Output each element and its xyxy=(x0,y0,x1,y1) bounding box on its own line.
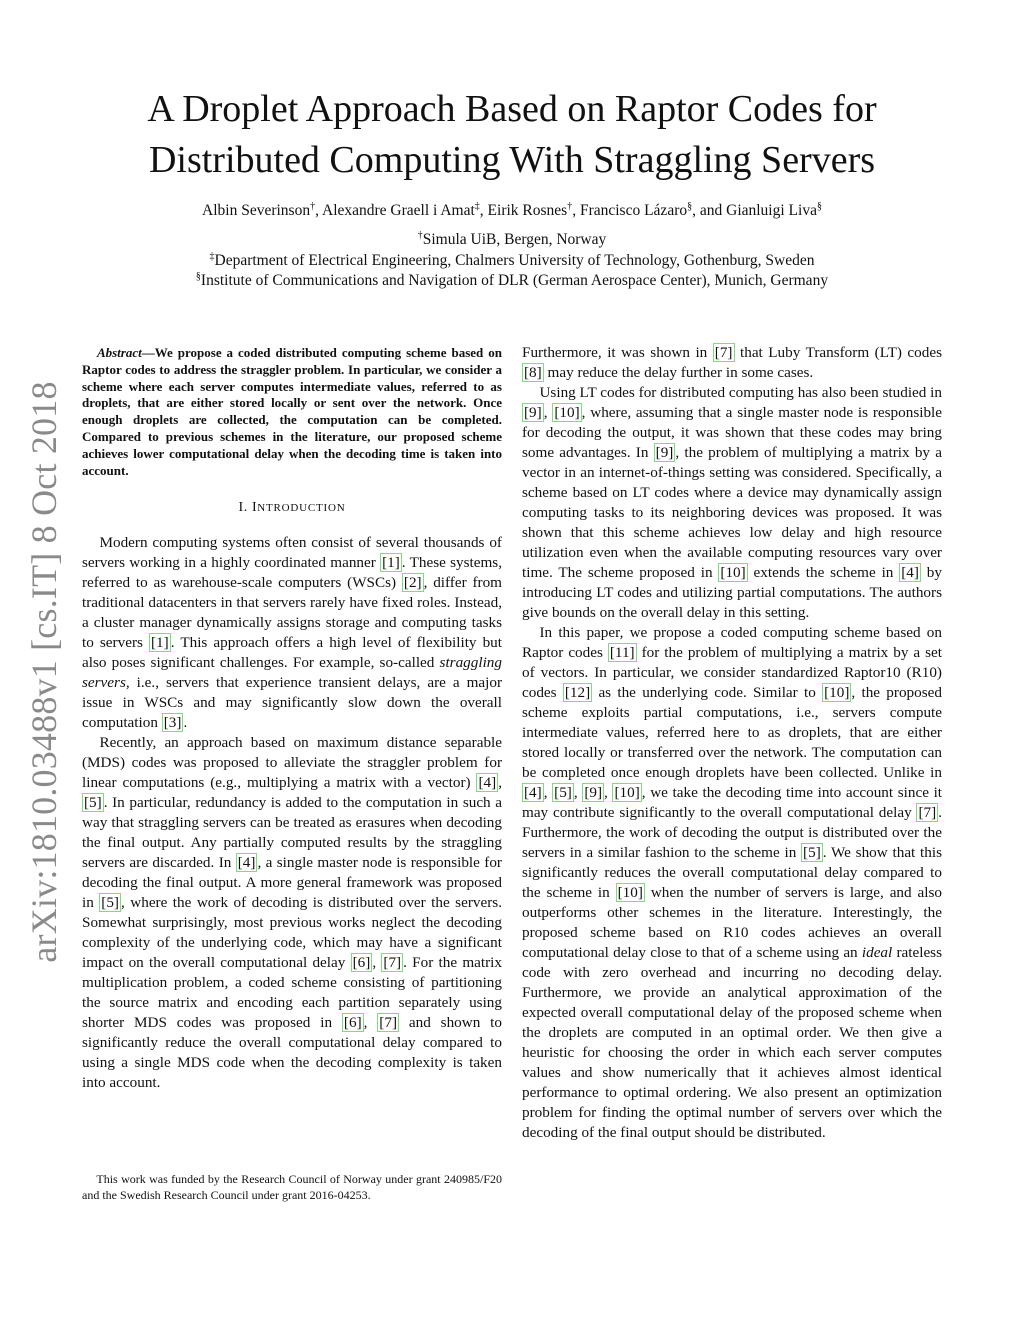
citation-link[interactable]: [4] xyxy=(901,564,919,581)
author-sep: , xyxy=(572,202,580,219)
author-list xyxy=(60,201,964,221)
text-run: rateless code with zero overhead and incurring no decoding delay. Furthermore, we provide an analytical approximation of the expected overall computational delay of the proposed scheme when the droplets are computed in an optimal order. We then give a heuristic for choosing the order in which each server computes values and show numerically that it achieves almost identical performance to optimal ordering. We also present an optimization problem for finding the optimal number of servers over which the decoding of the final output should be distributed. xyxy=(522,944,943,1141)
citation-link[interactable]: [4] xyxy=(478,774,497,792)
citation-link[interactable]: [7] xyxy=(379,1014,398,1032)
emphasis: straggling servers xyxy=(82,654,502,692)
intro-paragraph-4 xyxy=(522,383,942,623)
intro-paragraph-3 xyxy=(522,343,942,383)
citation-link[interactable]: [8] xyxy=(524,364,542,381)
author-mark: † xyxy=(567,200,573,212)
affiliation xyxy=(60,271,964,292)
section-heading-introduction xyxy=(82,498,502,518)
citation-link[interactable]: [11] xyxy=(609,644,635,661)
text-run: for the problem of multiplying a matrix by a set of vectors. In particular, we consider standardized Raptor10 (R10) codes xyxy=(522,644,942,701)
citation-link[interactable]: [6] xyxy=(352,954,371,972)
text-run: Using LT codes for distributed computing has also been studied in xyxy=(539,384,942,401)
arxiv-identifier-text: arXiv:1810.03488v1 [cs.IT] 8 Oct 2018 xyxy=(24,381,64,963)
affiliation-mark: ‡ xyxy=(209,250,215,262)
text-run: Furthermore, it was shown in xyxy=(522,344,713,361)
arxiv-identifier xyxy=(14,382,74,962)
citation-link[interactable]: [9] xyxy=(655,444,674,461)
text-run: . In particular, redundancy is added to the computation in such a way that straggling servers can be treated as erasures when decoding the final output. Any partially computed results by the straggling servers are discarded. In xyxy=(82,794,502,872)
citation-link[interactable]: [10] xyxy=(617,884,643,901)
citation-link[interactable]: [10] xyxy=(824,684,850,701)
text-run: , the problem of multiplying a matrix by a vector in an internet-of-things setting was considered. Specifically, a scheme based on LT codes where a device may dynamically assign computing tasks to its neighboring devices was proposed. It was shown that this scheme achieves low delay and high resource utilization even when the available computing resources vary over time. The scheme proposed in xyxy=(522,444,942,581)
citation-link[interactable]: [7] xyxy=(918,804,937,821)
text-run: extends the scheme in xyxy=(747,564,900,581)
citation-link[interactable]: [12] xyxy=(564,684,591,701)
author-sep: , xyxy=(315,202,322,219)
text-run: . For the matrix multiplication problem, a coded scheme consisting of partitioning the source matrix and encoding each partition separately using shorter MDS codes was proposed in xyxy=(82,954,502,1032)
text-run: . This approach offers a high level of flexibility but also poses significant challenges. For example, so-called xyxy=(82,634,502,672)
citation-link[interactable]: [7] xyxy=(383,954,402,972)
citation-link[interactable]: [6] xyxy=(343,1014,362,1032)
citation-link[interactable]: [3] xyxy=(163,714,182,732)
intro-paragraph-1 xyxy=(82,533,502,733)
text-run: , xyxy=(372,954,382,972)
affiliation xyxy=(60,230,964,251)
author: Eirik Rosnes xyxy=(487,202,568,219)
text-run: . Furthermore, the work of decoding the output is distributed over the servers in a similar fashion to the scheme in xyxy=(522,804,942,861)
text-run: , we take the decoding time into account since it may contribute significantly to the overall computational delay xyxy=(522,784,943,821)
citation-link[interactable]: [9] xyxy=(584,784,603,801)
text-run: by introducing LT codes and utilizing partial computations. The authors give bounds on the overall delay in this setting. xyxy=(522,564,942,621)
section-number: I. xyxy=(238,500,248,516)
affiliation-mark: † xyxy=(417,229,423,241)
abstract-label: Abstract xyxy=(96,345,142,360)
citation-link[interactable]: [5] xyxy=(554,784,572,801)
citation-link[interactable]: [10] xyxy=(614,784,640,801)
citation-link[interactable]: [9] xyxy=(524,404,542,421)
text-run: , i.e., servers that experience transient delays, are a major issue in WSCs and may significantly slow down the overall computation xyxy=(82,674,502,732)
citation-link[interactable]: [10] xyxy=(720,564,746,581)
text-run: . These systems, referred to as warehouse-scale computers (WSCs) xyxy=(82,554,503,592)
citation-link[interactable]: [5] xyxy=(803,844,821,861)
citation-link[interactable]: [5] xyxy=(84,794,102,812)
text-run: Modern computing systems often consist of several thousands of servers working in a highly coordinated manner xyxy=(82,534,502,572)
citation-link[interactable]: [2] xyxy=(403,574,422,592)
author: Albin Severinson xyxy=(202,202,311,219)
text-run: that Luby Transform (LT) codes xyxy=(734,344,943,361)
text-run: , the proposed scheme exploits partial computations, i.e., servers compute intermediate values, referred here to as droplets, that are either stored locally or transferred over the network. The computation can be completed once enough droplets have been collected. Unlike in xyxy=(522,684,942,781)
affiliation-text: Simula UiB, Bergen, Norway xyxy=(422,231,607,248)
text-run: , xyxy=(573,784,583,801)
text-run: as the underlying code. Similar to xyxy=(592,684,823,701)
author: Alexandre Graell i Amat xyxy=(322,202,475,219)
text-run: may reduce the delay further in some cases. xyxy=(543,364,814,381)
text-run: , differ from traditional datacenters in that servers rarely have fixed roles. Instead, a cluster manager dynamically assigns storage and computing tasks to servers xyxy=(82,574,502,652)
citation-link[interactable]: [7] xyxy=(714,344,733,361)
text-run: , xyxy=(363,1014,378,1032)
funding-footnote: This work was funded by the Research Council of Norway under grant 240985/F20 and the Swedish Research Council under grant 2016-04253. xyxy=(82,1172,502,1202)
emphasis: ideal xyxy=(861,944,893,961)
text-run: . We show that this significantly reduces the overall computational delay compared to the scheme in xyxy=(522,844,942,901)
text-run: and shown to significantly reduce the overall computational delay compared to using a single MDS code when the decoding complexity is taken into account. xyxy=(82,1014,502,1092)
author-sep: , and xyxy=(692,202,727,219)
affiliation xyxy=(60,251,964,272)
author: Gianluigi Liva xyxy=(726,202,817,219)
text-run: , xyxy=(543,404,553,421)
right-column xyxy=(522,343,942,1143)
author-mark: † xyxy=(310,200,316,212)
affiliation-text: Institute of Communications and Navigation of DLR (German Aerospace Center), Munich, Germany xyxy=(200,272,829,289)
text-run: , where the work of decoding is distributed over the servers. Somewhat surprisingly, most previous works neglect the decoding complexity of the underlying code, which may have a significant impact on the overall computational delay xyxy=(82,894,502,972)
affiliations xyxy=(60,230,964,292)
author-mark: ‡ xyxy=(474,200,480,212)
section-title-rest: NTRODUCTION xyxy=(257,502,346,515)
citation-link[interactable]: [4] xyxy=(237,854,256,872)
author-sep: , xyxy=(479,202,488,219)
intro-paragraph-2 xyxy=(82,733,502,1093)
text-run: . xyxy=(183,714,188,732)
citation-link[interactable]: [1] xyxy=(151,634,169,652)
citation-link[interactable]: [5] xyxy=(101,894,119,912)
paper-title xyxy=(60,84,964,186)
affiliation-mark: § xyxy=(195,270,201,282)
left-column xyxy=(82,345,502,1093)
author: Francisco Lázaro xyxy=(579,202,688,219)
citation-link[interactable]: [10] xyxy=(554,404,580,421)
text-run: In this paper, we propose a coded computing scheme based on Raptor codes xyxy=(522,624,942,661)
text-run: , a single master node is responsible for decoding the final output. A more general framework was proposed in xyxy=(82,854,502,912)
citation-link[interactable]: [4] xyxy=(524,784,542,801)
title-line-1: A Droplet Approach Based on Raptor Codes for xyxy=(147,88,877,130)
author-mark: § xyxy=(816,200,822,212)
text-run: , where, assuming that a single master node is responsible for decoding the output, it was shown that these codes may bring some advantages. In xyxy=(522,404,942,461)
text-run: when the number of servers is large, and also outperforms other schemes in the literature. Interestingly, the proposed scheme based on R10 codes achieves an overall computational delay close to that of a scheme using an xyxy=(522,884,942,961)
text-run: Recently, an approach based on maximum distance separable (MDS) codes was proposed to alleviate the straggler problem for linear computations (e.g., multiplying a matrix with a vector) xyxy=(82,734,502,792)
intro-paragraph-5 xyxy=(522,623,942,1143)
text-run: , xyxy=(604,784,613,801)
affiliation-text: Department of Electrical Engineering, Chalmers University of Technology, Gothenburg, Sweden xyxy=(214,251,815,269)
author-mark: § xyxy=(687,200,693,212)
title-line-2: Distributed Computing With Straggling Servers xyxy=(148,139,876,181)
section-title-initial: I xyxy=(251,500,258,516)
text-run: , xyxy=(543,784,553,801)
citation-link[interactable]: [1] xyxy=(382,554,400,572)
text-run: , xyxy=(498,774,502,792)
abstract-text: —We propose a coded distributed computing scheme based on Raptor codes to address the straggler problem. In particular, we consider a scheme where each server computes intermediate values, referred to as droplets, that are either stored locally or sent over the network. Once enough droplets are collected, the computation can be completed. Compared to previous schemes in the literature, our proposed scheme achieves lower computational delay when the decoding time is taken into account. xyxy=(82,345,502,478)
abstract xyxy=(82,345,502,479)
